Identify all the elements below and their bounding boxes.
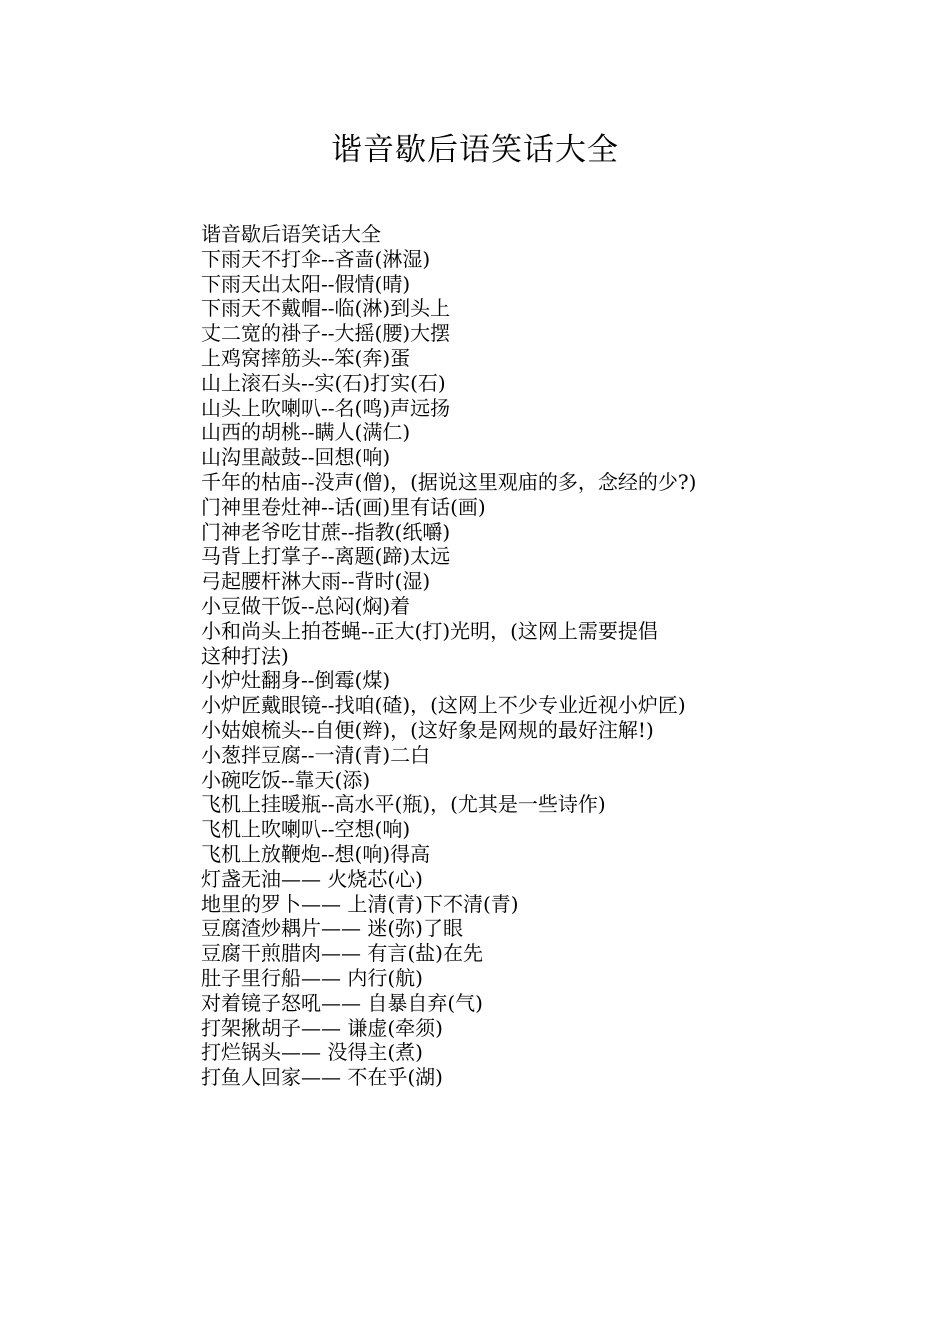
text-line: 下雨天不戴帽--临(淋)到头上: [201, 296, 451, 321]
text-line: 豆腐渣炒耦片—— 迷(弥)了眼: [201, 916, 463, 941]
text-line: 下雨天出太阳--假情(晴): [201, 271, 411, 296]
text-line: 山上滚石头--实(石)打实(石): [201, 370, 446, 395]
text-line: 下雨天不打伞--吝啬(淋湿): [201, 246, 431, 271]
text-line: 飞机上吹喇叭--空想(响): [201, 817, 411, 842]
text-line: 飞机上挂暖瓶--高水平(瓶)，(尤其是一些诗作): [201, 792, 606, 817]
text-line: 灯盏无油—— 火烧芯(心): [201, 866, 423, 891]
text-line: 小葱拌豆腐--一清(青)二白: [201, 742, 431, 767]
document-body: [201, 222, 801, 1090]
text-line: 小碗吃饭--靠天(添): [201, 767, 371, 792]
text-line: 肚子里行船—— 内行(航): [201, 965, 423, 990]
text-line: 这种打法): [201, 643, 289, 668]
text-line: 地里的罗卜—— 上清(青)下不清(青): [201, 891, 519, 916]
text-line: 小炉灶翻身--倒霉(煤): [201, 668, 391, 693]
text-line: 丈二宽的褂子--大摇(腰)大摆: [201, 321, 451, 346]
text-line: 打鱼人回家—— 不在乎(湖): [201, 1065, 443, 1090]
text-line: 小炉匠戴眼镜--找咱(碴)，(这网上不少专业近视小炉匠): [201, 693, 686, 718]
text-line: 门神里卷灶神--话(画)里有话(画): [201, 494, 486, 519]
text-line: 千年的枯庙--没声(僧)，(据说这里观庙的多，念经的少?): [201, 469, 697, 494]
text-line: 山沟里敲鼓--回想(响): [201, 445, 391, 470]
text-line: 对着镜子怒吼—— 自暴自弃(气): [201, 990, 483, 1015]
text-line: 上鸡窝摔筋头--笨(奔)蛋: [201, 345, 411, 370]
text-line: 山头上吹喇叭--名(鸣)声远扬: [201, 395, 451, 420]
text-line: 打烂锅头—— 没得主(煮): [201, 1040, 423, 1065]
text-line: 谐音歇后语笑话大全: [201, 222, 381, 246]
document-title: 谐音歇后语笑话大全: [331, 132, 619, 168]
text-line: 门神老爷吃甘蔗--指教(纸嚼): [201, 519, 451, 544]
text-line: 豆腐干煎腊肉—— 有言(盐)在先: [201, 941, 483, 966]
text-line: 小和尚头上拍苍蝇--正大(打)光明，(这网上需要提倡: [201, 618, 658, 643]
text-line: 小姑娘梳头--自便(辫)，(这好象是网规的最好注解!): [201, 717, 654, 742]
text-line: 飞机上放鞭炮--想(响)得高: [201, 841, 431, 866]
text-line: 打架揪胡子—— 谦虚(牵须): [201, 1015, 443, 1040]
text-line: 小豆做干饭--总闷(焖)着: [201, 593, 411, 618]
text-line: 弓起腰杆淋大雨--背时(湿): [201, 569, 431, 594]
text-line: 马背上打掌子--离题(蹄)太远: [201, 544, 451, 569]
text-line: 山西的胡桃--瞒人(满仁): [201, 420, 411, 445]
